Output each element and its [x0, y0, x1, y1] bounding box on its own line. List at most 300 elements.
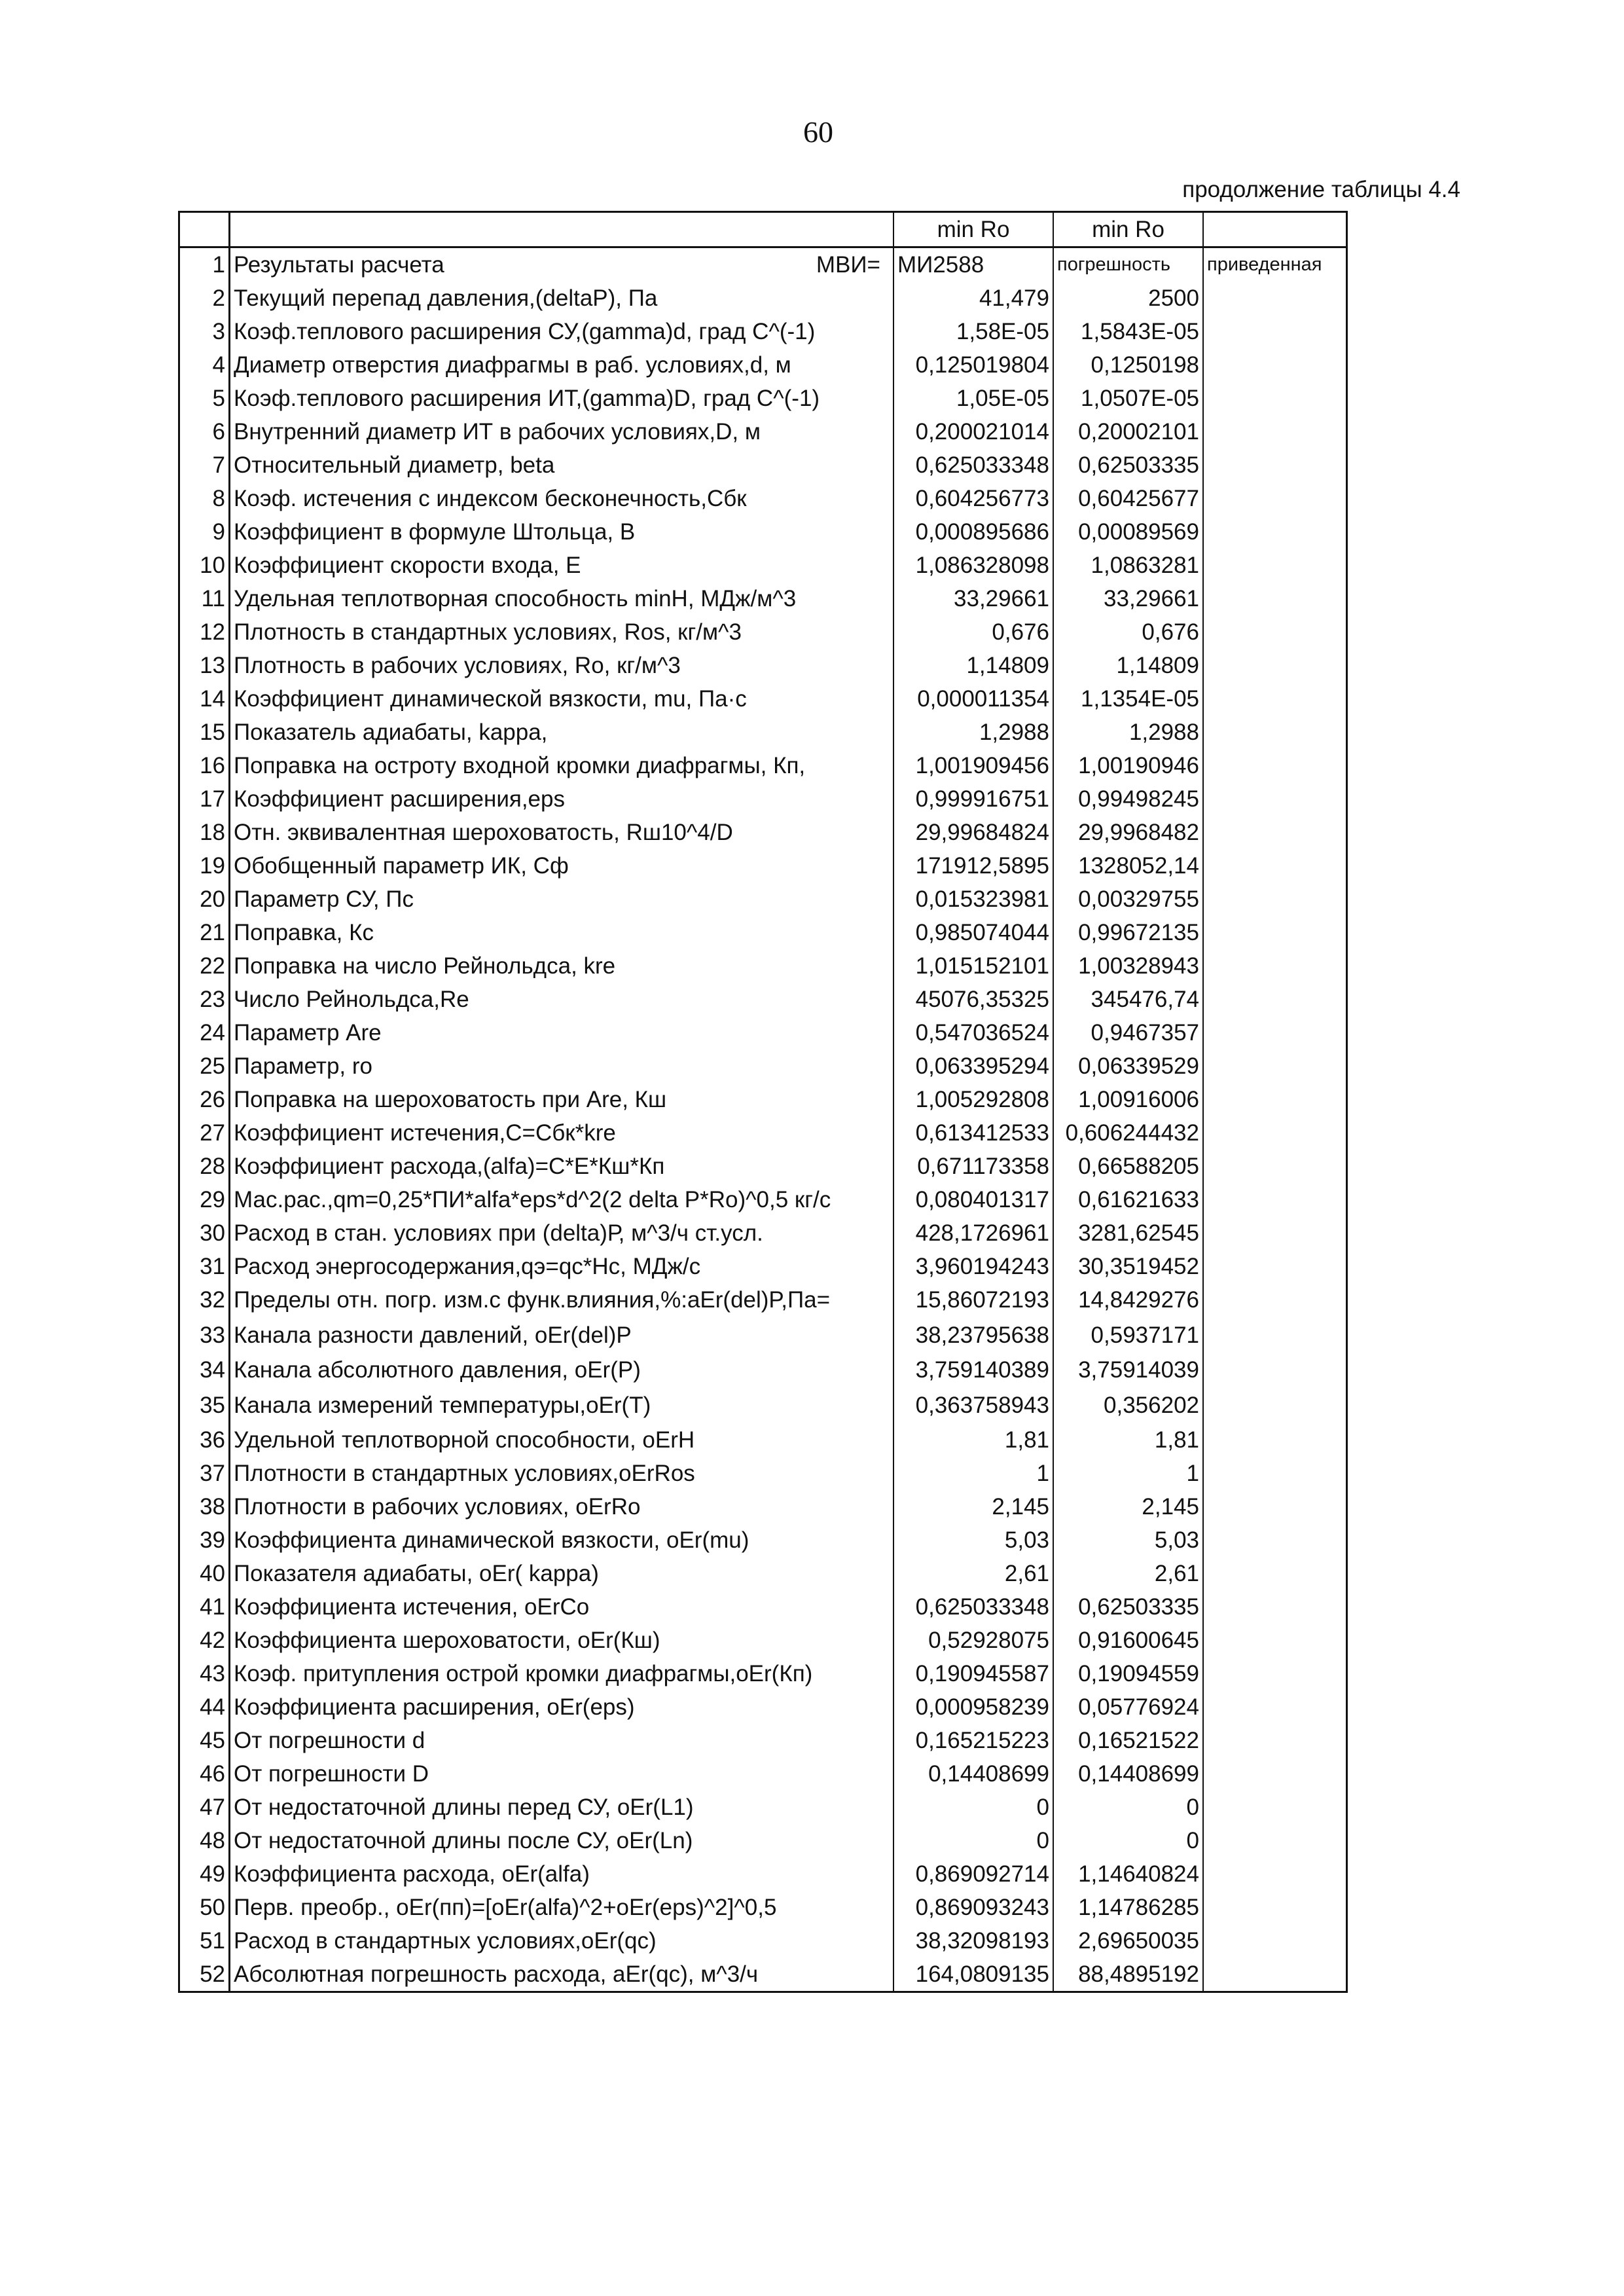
row-label: Коэффициента расширения, oEr(eps): [234, 1694, 635, 1720]
row-value-2: 1,0507E-05: [1053, 382, 1203, 415]
row-label: Расход в стан. условиях при (delta)Р, м^3/ч ст.усл.: [234, 1220, 763, 1246]
row-number: 47: [179, 1791, 230, 1824]
row-value-2: 30,3519452: [1053, 1250, 1203, 1283]
row-value-1: 33,29661: [893, 582, 1053, 615]
row-value-3: [1203, 1049, 1347, 1083]
table-row: [179, 782, 1347, 816]
row-value-1: 0,363758943: [893, 1387, 1053, 1423]
table-row: [179, 716, 1347, 749]
row-value-1: 41,479: [893, 282, 1053, 315]
row-number: 25: [179, 1049, 230, 1083]
row-number: 6: [179, 415, 230, 448]
row-value-1: 0,190945587: [893, 1657, 1053, 1690]
row-value-1: 0,000958239: [893, 1690, 1053, 1724]
table-row: [179, 1423, 1347, 1457]
row-label: Текущий перепад давления,(deltaP), Па: [234, 285, 658, 311]
row-number: 13: [179, 649, 230, 682]
row-value-3: [1203, 782, 1347, 816]
row-value-3: [1203, 1857, 1347, 1891]
row-label: Коэффициент в формуле Штольца, В: [234, 519, 636, 545]
table-row: [179, 916, 1347, 949]
row-label: Коэффициента динамической вязкости, oEr(mu): [234, 1527, 749, 1553]
row-number: 41: [179, 1590, 230, 1624]
row-value-2: 0,1250198: [1053, 348, 1203, 382]
row-value-2: 0,91600645: [1053, 1624, 1203, 1657]
row-value-1: 0,985074044: [893, 916, 1053, 949]
row-value-1: 0,080401317: [893, 1183, 1053, 1216]
row-value-2: 0,20002101: [1053, 415, 1203, 448]
table-row: [179, 682, 1347, 716]
row-value-1: 0,015323981: [893, 883, 1053, 916]
row-value-1: 0: [893, 1791, 1053, 1824]
row-value-1: 0,063395294: [893, 1049, 1053, 1083]
row-value-2: 0,60425677: [1053, 482, 1203, 515]
row-value-2: 1,1354E-05: [1053, 682, 1203, 716]
row-label: Коэффициент скорости входа, Е: [234, 553, 581, 578]
row-label: От недостаточной длины перед СУ, oEr(L1): [234, 1795, 694, 1820]
row-value-3: [1203, 615, 1347, 649]
row-value-1: 0,547036524: [893, 1016, 1053, 1049]
header-num-cell: [179, 212, 230, 247]
row-label: Обобщенный параметр ИК, Сф: [234, 853, 569, 879]
row-value-1: 1,086328098: [893, 549, 1053, 582]
row-label: Внутренний диаметр ИТ в рабочих условиях,D, м: [234, 419, 761, 445]
row-number: 51: [179, 1924, 230, 1958]
row-number: 19: [179, 849, 230, 883]
row-value-2: 0,356202: [1053, 1387, 1203, 1423]
row-value-2: 29,9968482: [1053, 816, 1203, 849]
row-label: Мас.рас.,qm=0,25*ПИ*alfa*eps*d^2(2 delta P*Ro)^0,5 кг/с: [234, 1187, 831, 1212]
row-value-2: 0,9467357: [1053, 1016, 1203, 1049]
row-value-2: 1,14786285: [1053, 1891, 1203, 1924]
row-value-3: [1203, 482, 1347, 515]
row-value-1: 1,05E-05: [893, 382, 1053, 415]
row-label: Расход в стандартных условиях,oEr(qc): [234, 1928, 657, 1954]
table-row: [179, 1083, 1347, 1116]
table-row: [179, 1523, 1347, 1557]
row-value-3: [1203, 1317, 1347, 1353]
row-value-3: [1203, 1724, 1347, 1757]
row-value-3: [1203, 1283, 1347, 1317]
row-value-1: 0,125019804: [893, 348, 1053, 382]
row-value-1: 0,604256773: [893, 482, 1053, 515]
row-value-1: 29,99684824: [893, 816, 1053, 849]
table-row: [179, 1457, 1347, 1490]
row-value-1: 164,0809135: [893, 1958, 1053, 1992]
row-number: 46: [179, 1757, 230, 1791]
row-number: 10: [179, 549, 230, 582]
row-number: 33: [179, 1317, 230, 1353]
row-value-2: 0,19094559: [1053, 1657, 1203, 1690]
row-label: Канала разности давлений, oEr(del)P: [234, 1322, 632, 1348]
row-value-3: [1203, 916, 1347, 949]
row-value-2: 1,0863281: [1053, 549, 1203, 582]
row-number: 48: [179, 1824, 230, 1857]
row-value-1: 2,145: [893, 1490, 1053, 1523]
row-number: 27: [179, 1116, 230, 1150]
header-name-cell: [230, 212, 894, 247]
row-value-2: 3281,62545: [1053, 1216, 1203, 1250]
row-value-2: 0,5937171: [1053, 1317, 1203, 1353]
row-number: 45: [179, 1724, 230, 1757]
row-value-1: 1,005292808: [893, 1083, 1053, 1116]
row-value-3: [1203, 282, 1347, 315]
table-row: [179, 1049, 1347, 1083]
table-row: [179, 1824, 1347, 1857]
table-row: [179, 749, 1347, 782]
row-value-3: [1203, 1016, 1347, 1049]
row-value-1: 1,2988: [893, 716, 1053, 749]
row-value-3: [1203, 1624, 1347, 1657]
row-label: Плотность в стандартных условиях, Ros, кг/м^3: [234, 619, 742, 645]
row-value-1: 0,999916751: [893, 782, 1053, 816]
row-value-2: 0,61621633: [1053, 1183, 1203, 1216]
row-value-3: [1203, 1183, 1347, 1216]
table-row: [179, 582, 1347, 615]
row-number: 14: [179, 682, 230, 716]
table-row: [179, 1557, 1347, 1590]
row-value-1: 0,676: [893, 615, 1053, 649]
row-value-3: [1203, 1083, 1347, 1116]
header-col-v2: min Ro: [1053, 212, 1203, 247]
row-label: Коэффициент расхода,(alfa)=С*Е*Кш*Кп: [234, 1154, 665, 1179]
page-number: 60: [803, 115, 833, 149]
row-value-3: [1203, 1690, 1347, 1724]
row-number: 7: [179, 448, 230, 482]
row-value-2: 2500: [1053, 282, 1203, 315]
row-value-1: 1,001909456: [893, 749, 1053, 782]
row-value-2: 1,5843E-05: [1053, 315, 1203, 348]
table-row: [179, 448, 1347, 482]
table-row: [179, 1857, 1347, 1891]
row-value-3: [1203, 1116, 1347, 1150]
row-value-3: [1203, 1250, 1347, 1283]
row-value-1: 0,165215223: [893, 1724, 1053, 1757]
row-value-3: [1203, 1590, 1347, 1624]
row-label: Канала измерений температуры,oEr(T): [234, 1392, 651, 1418]
row-value-1: 0,625033348: [893, 448, 1053, 482]
row-number: 16: [179, 749, 230, 782]
row-label: Плотность в рабочих условиях, Ro, кг/м^3: [234, 653, 681, 678]
row-label: Коэффициент расширения,eps: [234, 786, 565, 812]
row-value-1: 0,613412533: [893, 1116, 1053, 1150]
row-number: 50: [179, 1891, 230, 1924]
row-label: Коэффициента шероховатости, oEr(Кш): [234, 1628, 660, 1653]
row-label: Поправка на остроту входной кромки диафрагмы, Кп,: [234, 753, 806, 778]
row-label: Абсолютная погрешность расхода, aEr(qc), м^3/ч: [230, 1958, 894, 1992]
row-value-3: [1203, 1891, 1347, 1924]
row-number: 28: [179, 1150, 230, 1183]
table-row: [179, 415, 1347, 448]
row-label: Плотности в рабочих условиях, oErRo: [234, 1494, 641, 1520]
row-value-1: 5,03: [893, 1523, 1053, 1557]
row-value-2: 33,29661: [1053, 582, 1203, 615]
table-row: [179, 816, 1347, 849]
row-number: 3: [179, 315, 230, 348]
table-row: [179, 1283, 1347, 1317]
row-label: Коэф. притупления острой кромки диафрагмы,oEr(Кп): [234, 1661, 813, 1686]
row-number: 2: [179, 282, 230, 315]
row-number: 39: [179, 1523, 230, 1557]
row-label: От недостаточной длины после СУ, oEr(Ln): [234, 1828, 693, 1853]
table-row: [179, 1891, 1347, 1924]
row-value-2: 1,00190946: [1053, 749, 1203, 782]
row-number: 15: [179, 716, 230, 749]
row-value-3: [1203, 315, 1347, 348]
row-value-2: 0: [1053, 1791, 1203, 1824]
row-number: 35: [179, 1387, 230, 1423]
row-label: Параметр СУ, Пс: [234, 886, 414, 912]
row-value-2: 0,99672135: [1053, 916, 1203, 949]
row-value-3: [1203, 649, 1347, 682]
table-row: [179, 615, 1347, 649]
row-label: От погрешности d: [234, 1728, 425, 1753]
row-number: 30: [179, 1216, 230, 1250]
row-value-3: [1203, 1387, 1347, 1423]
table-row: [179, 1250, 1347, 1283]
table-row: [179, 1387, 1347, 1423]
row-value-1: 38,32098193: [893, 1924, 1053, 1958]
row-number: 17: [179, 782, 230, 816]
table-row: [179, 983, 1347, 1016]
row-value-2: 1: [1053, 1457, 1203, 1490]
table-row: [179, 1353, 1347, 1387]
table-row: [179, 1490, 1347, 1523]
table-row: [179, 1924, 1347, 1958]
row-value-2: 14,8429276: [1053, 1283, 1203, 1317]
row-value-2: 0,676: [1053, 615, 1203, 649]
row-value-3: [1203, 1958, 1347, 1992]
row-value-3: [1203, 816, 1347, 849]
row-value-3: [1203, 1523, 1347, 1557]
row-number: 24: [179, 1016, 230, 1049]
row-value-3: [1203, 348, 1347, 382]
row-number: 9: [179, 515, 230, 549]
row-label: Отн. эквивалентная шероховатость, Rш10^4/D: [234, 820, 733, 845]
row-number: 20: [179, 883, 230, 916]
row-value-2: 0,606244432: [1053, 1116, 1203, 1150]
row-value-2: 0,62503335: [1053, 448, 1203, 482]
row-value-1: 171912,5895: [893, 849, 1053, 883]
row-value-1: 15,86072193: [893, 1283, 1053, 1317]
row-label: Поправка, Кс: [234, 920, 374, 945]
row-value-2: 0,62503335: [1053, 1590, 1203, 1624]
results-table: [178, 211, 1348, 1993]
row-value-3: [1203, 1423, 1347, 1457]
row-value-3: [1203, 983, 1347, 1016]
row-value-1: 1: [893, 1457, 1053, 1490]
row-value-3: [1203, 382, 1347, 415]
row-value-1: 45076,35325: [893, 983, 1053, 1016]
row-number: 52: [179, 1958, 230, 1992]
row-label: Коэффициента истечения, oErCo: [234, 1594, 590, 1620]
row-number: 29: [179, 1183, 230, 1216]
row-value-1: 0,000895686: [893, 515, 1053, 549]
row-value-2: 88,4895192: [1053, 1958, 1203, 1992]
row-value-3: [1203, 883, 1347, 916]
row-value-3: [1203, 1924, 1347, 1958]
row-number: 23: [179, 983, 230, 1016]
row-value-3: [1203, 1353, 1347, 1387]
row-value-1: 0,869093243: [893, 1891, 1053, 1924]
row-value-2: 0: [1053, 1824, 1203, 1857]
table-row: [179, 1791, 1347, 1824]
row-value-3: [1203, 1150, 1347, 1183]
row-number: 4: [179, 348, 230, 382]
row-value-2: 2,61: [1053, 1557, 1203, 1590]
row-value-3: [1203, 1791, 1347, 1824]
table-caption: продолжение таблицы 4.4: [1182, 177, 1460, 202]
table-row: [179, 883, 1347, 916]
row-label: Канала абсолютного давления, oEr(P): [234, 1357, 641, 1383]
row-number: 32: [179, 1283, 230, 1317]
row-number: 44: [179, 1690, 230, 1724]
column-note-reduced: приведенная: [1203, 247, 1347, 282]
row-value-2: 3,75914039: [1053, 1353, 1203, 1387]
row-label: Поправка на шероховатость при Аre, Кш: [234, 1087, 667, 1112]
table-row: [179, 649, 1347, 682]
row-label: Относительный диаметр, beta: [234, 452, 555, 478]
row-label-text: Результаты расчета: [234, 252, 444, 278]
row-number: 12: [179, 615, 230, 649]
row-value-2: 5,03: [1053, 1523, 1203, 1557]
table-row: [179, 1624, 1347, 1657]
table-row: [179, 482, 1347, 515]
table-row: [179, 348, 1347, 382]
row-value-3: [1203, 415, 1347, 448]
row-value-2: 2,69650035: [1053, 1924, 1203, 1958]
row-label: Удельной теплотворной способности, oErH: [234, 1427, 695, 1453]
row-number: 31: [179, 1250, 230, 1283]
row-label: Коэф.теплового расширения ИТ,(gamma)D, град С^(-1): [234, 386, 820, 411]
row-number: 22: [179, 949, 230, 983]
row-value-2: 0,66588205: [1053, 1150, 1203, 1183]
row-value-2: 0,05776924: [1053, 1690, 1203, 1724]
row-value-2: 0,00329755: [1053, 883, 1203, 916]
row-value-1: 1,14809: [893, 649, 1053, 682]
row-value-2: 0,14408699: [1053, 1757, 1203, 1791]
row-number: 1: [179, 247, 230, 282]
table-row: [179, 1757, 1347, 1791]
row-label: Показателя адиабаты, oEr( kappa): [234, 1561, 599, 1586]
row-label: Перв. преобр., oEr(пп)=[oEr(alfa)^2+oEr(eps)^2]^0,5: [234, 1895, 777, 1920]
table-row: [179, 315, 1347, 348]
row-value-2: 0,00089569: [1053, 515, 1203, 549]
row-label: Коэффициент истечения,С=Сбк*kre: [234, 1120, 616, 1146]
row-value-1: 0,671173358: [893, 1150, 1053, 1183]
row-value-2: 0,16521522: [1053, 1724, 1203, 1757]
table-header-row: [179, 212, 1347, 247]
table-row: [179, 1016, 1347, 1049]
row-value-3: [1203, 1757, 1347, 1791]
row-label: От погрешности D: [234, 1761, 429, 1787]
row-value-1: 38,23795638: [893, 1317, 1053, 1353]
header-col-v3: [1203, 212, 1347, 247]
row-label: Показатель адиабаты, kappa,: [234, 720, 548, 745]
results-table-body: [179, 212, 1347, 1992]
row-number: 37: [179, 1457, 230, 1490]
row-value-3: [1203, 749, 1347, 782]
row-number: 43: [179, 1657, 230, 1690]
table-row: [179, 1216, 1347, 1250]
row-value-3: [1203, 448, 1347, 482]
row-value-3: [1203, 949, 1347, 983]
row-value-3: [1203, 1490, 1347, 1523]
table-row: [179, 247, 1347, 282]
table-row: [179, 1590, 1347, 1624]
row-number: 38: [179, 1490, 230, 1523]
table-row: [179, 1183, 1347, 1216]
row-value-3: [1203, 582, 1347, 615]
column-note-error: погрешность: [1053, 247, 1203, 282]
table-row: [179, 1724, 1347, 1757]
table-row: [179, 949, 1347, 983]
row-value-1: 0,14408699: [893, 1757, 1053, 1791]
table-row: [179, 1150, 1347, 1183]
row-number: 49: [179, 1857, 230, 1891]
table-row: [179, 849, 1347, 883]
row-value-1: 0,000011354: [893, 682, 1053, 716]
row-value-3: [1203, 1216, 1347, 1250]
row-number: 5: [179, 382, 230, 415]
row-label: Число Рейнольдса,Re: [234, 987, 469, 1012]
table-row: [179, 1690, 1347, 1724]
row-value-3: [1203, 1457, 1347, 1490]
row-value-3: [1203, 849, 1347, 883]
row-label: Коэф. истечения с индексом бесконечность,Сбк: [234, 486, 747, 511]
row-number: 36: [179, 1423, 230, 1457]
row-number: 21: [179, 916, 230, 949]
method-value: МИ2588: [893, 247, 1053, 282]
row-value-1: 1,81: [893, 1423, 1053, 1457]
row-value-1: 0,625033348: [893, 1590, 1053, 1624]
row-value-2: 0,06339529: [1053, 1049, 1203, 1083]
table-row: [179, 549, 1347, 582]
row-label: Коэффициента расхода, oEr(alfa): [234, 1861, 590, 1887]
row-label: Диаметр отверстия диафрагмы в раб. условиях,d, м: [234, 352, 791, 378]
row-number: 18: [179, 816, 230, 849]
row-value-2: 1,00916006: [1053, 1083, 1203, 1116]
table-row: [179, 282, 1347, 315]
row-value-1: 0,869092714: [893, 1857, 1053, 1891]
mvi-label: МВИ=: [816, 252, 880, 278]
row-value-2: 1,14809: [1053, 649, 1203, 682]
row-value-1: 3,759140389: [893, 1353, 1053, 1387]
row-value-1: 0,200021014: [893, 415, 1053, 448]
row-value-2: 1,14640824: [1053, 1857, 1203, 1891]
table-row: [179, 1958, 1347, 1992]
row-label: Коэф.теплового расширения СУ,(gamma)d, град С^(-1): [234, 319, 816, 344]
row-label: Пределы отн. погр. изм.с функ.влияния,%:aEr(del)P,Па=: [234, 1287, 831, 1313]
row-label: Коэффициент динамической вязкости, mu, Па·с: [234, 686, 747, 712]
row-value-2: 2,145: [1053, 1490, 1203, 1523]
table-row: [179, 382, 1347, 415]
row-number: 42: [179, 1624, 230, 1657]
row-label: [230, 247, 894, 282]
row-value-3: [1203, 682, 1347, 716]
row-value-1: 0: [893, 1824, 1053, 1857]
row-number: 40: [179, 1557, 230, 1590]
row-value-1: 1,015152101: [893, 949, 1053, 983]
row-value-3: [1203, 515, 1347, 549]
row-number: 26: [179, 1083, 230, 1116]
row-value-1: 428,1726961: [893, 1216, 1053, 1250]
row-label: Удельная теплотворная способность minH, МДж/м^3: [234, 586, 797, 611]
row-number: 8: [179, 482, 230, 515]
row-value-2: 1,00328943: [1053, 949, 1203, 983]
row-value-2: 0,99498245: [1053, 782, 1203, 816]
header-col-v1: min Ro: [893, 212, 1053, 247]
